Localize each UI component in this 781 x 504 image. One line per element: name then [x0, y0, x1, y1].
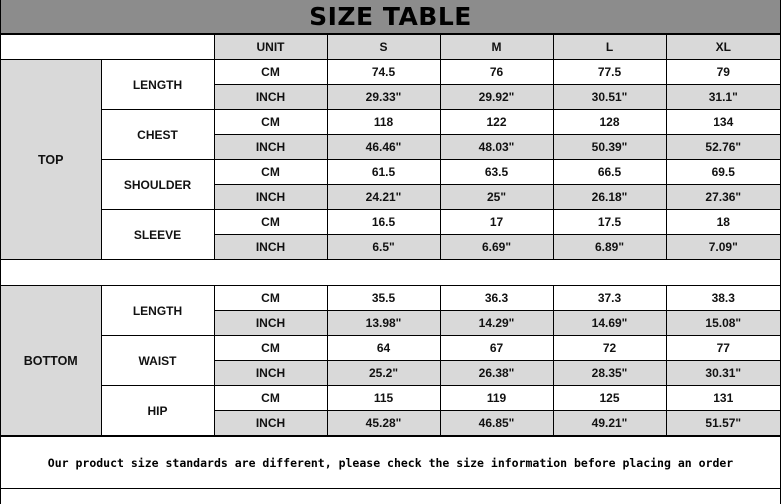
- value-cell: 45.28": [327, 411, 440, 436]
- value-cell: 52.76": [666, 135, 780, 160]
- value-cell: 131: [666, 386, 780, 411]
- value-cell: 24.21": [327, 185, 440, 210]
- table-row: [1, 210, 780, 235]
- value-cell: 17.5: [553, 210, 666, 235]
- value-cell: 46.85": [440, 411, 553, 436]
- value-cell: 77: [666, 336, 780, 361]
- table-row: [1, 110, 780, 135]
- unit-cell: CM: [214, 60, 327, 85]
- table-row: [1, 160, 780, 185]
- value-cell: 26.38": [440, 361, 553, 386]
- value-cell: 37.3: [553, 286, 666, 311]
- measurement-label: CHEST: [101, 110, 214, 160]
- unit-cell: INCH: [214, 411, 327, 436]
- section-gap-cell: [1, 260, 780, 286]
- value-cell: 30.51": [553, 85, 666, 110]
- unit-cell: CM: [214, 160, 327, 185]
- value-cell: 128: [553, 110, 666, 135]
- value-cell: 14.29": [440, 311, 553, 336]
- measurement-label: HIP: [101, 386, 214, 436]
- size-note: Our product size standards are different, please check the size information before placing an order: [1, 436, 780, 489]
- value-cell: 50.39": [553, 135, 666, 160]
- value-cell: 25": [440, 185, 553, 210]
- unit-cell: CM: [214, 210, 327, 235]
- header-blank-cell: [1, 35, 214, 60]
- value-cell: 118: [327, 110, 440, 135]
- value-cell: 26.18": [553, 185, 666, 210]
- value-cell: 27.36": [666, 185, 780, 210]
- table-row: [1, 60, 780, 85]
- measurement-label: LENGTH: [101, 60, 214, 110]
- header-size-xl: XL: [666, 35, 780, 60]
- value-cell: 134: [666, 110, 780, 135]
- value-cell: 31.1": [666, 85, 780, 110]
- table-row: [1, 386, 780, 411]
- value-cell: 63.5: [440, 160, 553, 185]
- page-title: SIZE TABLE: [1, 0, 780, 34]
- value-cell: 18: [666, 210, 780, 235]
- value-cell: 74.5: [327, 60, 440, 85]
- value-cell: 7.09": [666, 235, 780, 260]
- value-cell: 48.03": [440, 135, 553, 160]
- header-unit: UNIT: [214, 35, 327, 60]
- table-row: [1, 286, 780, 311]
- unit-cell: CM: [214, 110, 327, 135]
- value-cell: 69.5: [666, 160, 780, 185]
- value-cell: 49.21": [553, 411, 666, 436]
- header-size-l: L: [553, 35, 666, 60]
- value-cell: 77.5: [553, 60, 666, 85]
- unit-cell: INCH: [214, 85, 327, 110]
- measurement-label: SLEEVE: [101, 210, 214, 260]
- value-cell: 119: [440, 386, 553, 411]
- unit-cell: CM: [214, 386, 327, 411]
- value-cell: 72: [553, 336, 666, 361]
- unit-cell: CM: [214, 286, 327, 311]
- value-cell: 29.33": [327, 85, 440, 110]
- section-label: BOTTOM: [1, 286, 101, 436]
- value-cell: 38.3: [666, 286, 780, 311]
- value-cell: 28.35": [553, 361, 666, 386]
- value-cell: 29.92": [440, 85, 553, 110]
- section-label: TOP: [1, 60, 101, 260]
- unit-cell: INCH: [214, 235, 327, 260]
- unit-cell: INCH: [214, 185, 327, 210]
- value-cell: 115: [327, 386, 440, 411]
- section-gap-row: [1, 260, 780, 286]
- header-row: [1, 35, 780, 60]
- value-cell: 61.5: [327, 160, 440, 185]
- value-cell: 6.69": [440, 235, 553, 260]
- header-size-m: M: [440, 35, 553, 60]
- measurement-label: SHOULDER: [101, 160, 214, 210]
- value-cell: 46.46": [327, 135, 440, 160]
- measurement-label: LENGTH: [101, 286, 214, 336]
- header-size-s: S: [327, 35, 440, 60]
- size-table-body: [1, 35, 780, 436]
- value-cell: 25.2": [327, 361, 440, 386]
- value-cell: 16.5: [327, 210, 440, 235]
- value-cell: 66.5: [553, 160, 666, 185]
- value-cell: 30.31": [666, 361, 780, 386]
- value-cell: 125: [553, 386, 666, 411]
- value-cell: 36.3: [440, 286, 553, 311]
- unit-cell: INCH: [214, 311, 327, 336]
- value-cell: 51.57": [666, 411, 780, 436]
- value-cell: 67: [440, 336, 553, 361]
- measurement-label: WAIST: [101, 336, 214, 386]
- value-cell: 6.89": [553, 235, 666, 260]
- value-cell: 76: [440, 60, 553, 85]
- value-cell: 79: [666, 60, 780, 85]
- unit-cell: INCH: [214, 361, 327, 386]
- value-cell: 35.5: [327, 286, 440, 311]
- value-cell: 17: [440, 210, 553, 235]
- value-cell: 14.69": [553, 311, 666, 336]
- size-table: [1, 34, 780, 436]
- value-cell: 15.08": [666, 311, 780, 336]
- value-cell: 6.5": [327, 235, 440, 260]
- unit-cell: INCH: [214, 135, 327, 160]
- table-row: [1, 336, 780, 361]
- value-cell: 64: [327, 336, 440, 361]
- unit-cell: CM: [214, 336, 327, 361]
- value-cell: 122: [440, 110, 553, 135]
- value-cell: 13.98": [327, 311, 440, 336]
